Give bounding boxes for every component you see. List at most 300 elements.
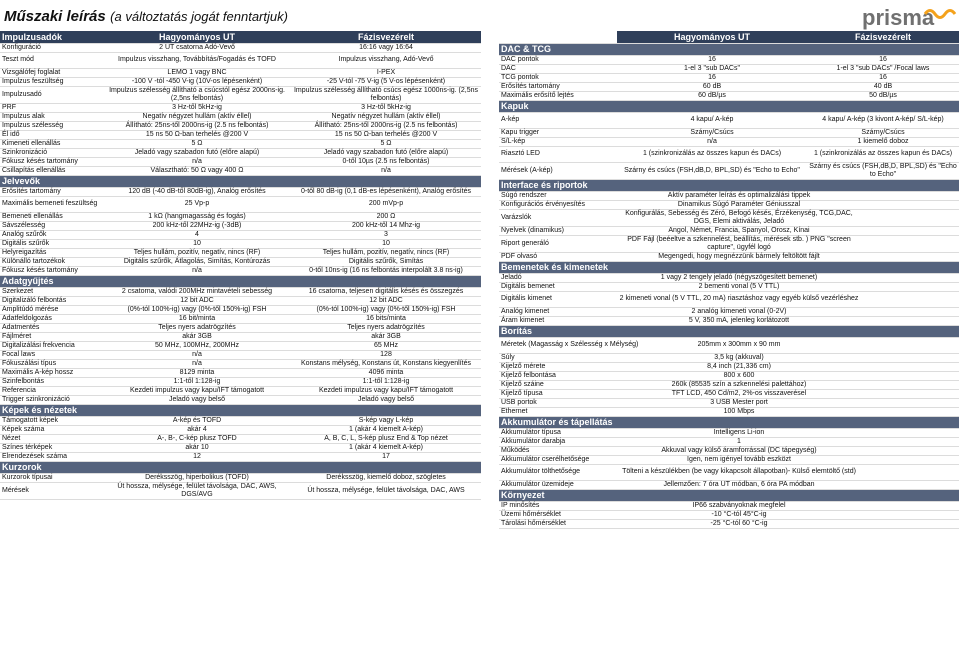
spec-label: Fókuszálási típus xyxy=(0,359,103,368)
spec-row xyxy=(499,64,959,73)
spec-value-phased-array: 200 Ω xyxy=(291,212,481,221)
spec-label: Üzemi hőmérséklet xyxy=(499,510,617,519)
spec-value-phased-array: 1 kiemelő doboz xyxy=(807,137,959,146)
spec-value-phased-array: 3 Hz-től 5kHz-ig xyxy=(291,103,481,112)
spec-row xyxy=(499,464,959,480)
spec-value-conventional: Jeladó vagy szabadon futó (előre alapú) xyxy=(103,148,291,157)
spec-value-phased-array: 16 bits/minta xyxy=(291,314,481,323)
spec-label: Szerkezet xyxy=(0,287,103,296)
spec-label: Varázslók xyxy=(499,209,617,226)
spec-row xyxy=(0,157,481,166)
spec-value-phased-array: 4096 minta xyxy=(291,368,481,377)
spec-value-conventional: 4 xyxy=(103,230,291,239)
section-title: DAC & TCG xyxy=(499,43,959,55)
spec-label: Impulzus szélesség xyxy=(0,121,103,130)
spec-row xyxy=(0,452,481,461)
spec-value-phased-array: 17 xyxy=(291,452,481,461)
spec-row xyxy=(499,407,959,416)
spec-value: 2 kimeneti vonal (5 V TTL, 20 mA) riasztáshoz vagy egyéb külső vezérléshez xyxy=(617,291,959,307)
spec-label: Teszt mód xyxy=(0,52,103,68)
spec-label: Vizsgálófej foglalat xyxy=(0,68,103,77)
spec-row xyxy=(0,359,481,368)
left-spec-table xyxy=(0,31,481,500)
spec-label: Adatmentés xyxy=(0,323,103,332)
spec-label: Fókusz késés tartomány xyxy=(0,266,103,275)
spec-label: IP minősítés xyxy=(499,501,617,510)
spec-value-phased-array: Impulzus szélesség állítható csúcs egész 1000ns-ig. (2,5ns felbontás) xyxy=(291,86,481,103)
spec-label: Elrendezések száma xyxy=(0,452,103,461)
spec-value: 2 analóg kimeneti vonal (0-2V) xyxy=(617,307,959,316)
spec-label: TCG pontok xyxy=(499,73,617,82)
spec-value-conventional: Impulzus visszhang, Továbbítás/Fogadás és TOFD xyxy=(103,52,291,68)
spec-label: Áram kimenet xyxy=(499,316,617,325)
spec-value-phased-array: akár 3GB xyxy=(291,332,481,341)
spec-value-conventional: Állítható: 25ns-től 2000ns-ig (2.5 ns felbontás) xyxy=(103,121,291,130)
spec-value-phased-array: 16 csatorna, teljesen digitális késés és összegzés xyxy=(291,287,481,296)
spec-label: Konfiguráció xyxy=(0,43,103,52)
spec-value-conventional: Szárny és csúcs (FSH,dB,D, BPL,SD) és "Echo to Echo" xyxy=(617,162,807,179)
spec-value-conventional: 25 Vp-p xyxy=(103,196,291,212)
spec-row xyxy=(0,212,481,221)
spec-value-conventional: 60 dB/µs xyxy=(617,91,807,100)
spec-value-phased-array: Állítható: 25ns-től 2000ns-ig (2.5 ns felbontás) xyxy=(291,121,481,130)
spec-label: Mérések xyxy=(0,482,103,499)
spec-row xyxy=(499,455,959,464)
spec-value-conventional: 50 MHz, 100MHz, 200MHz xyxy=(103,341,291,350)
spec-label: Digitális szűrők xyxy=(0,239,103,248)
spec-row xyxy=(499,446,959,455)
spec-row xyxy=(499,337,959,353)
spec-value: 3,5 kg (akkuval) xyxy=(617,353,959,362)
spec-row xyxy=(499,316,959,325)
spec-value-phased-array: 1 (akár 4 kiemelt A-kép) xyxy=(291,443,481,452)
spec-label: Helyreigazítás xyxy=(0,248,103,257)
spec-value-conventional: A-, B-, C-kép plusz TOFD xyxy=(103,434,291,443)
spec-value-phased-array: (0%-tól 100%-ig) vagy (0%-től 150%-ig) FSH xyxy=(291,305,481,314)
spec-row xyxy=(499,82,959,91)
right-col1-header: Hagyományos UT xyxy=(617,31,807,43)
spec-label: Impulzus feszültség xyxy=(0,77,103,86)
spec-value-phased-array: 16:16 vagy 16:64 xyxy=(291,43,481,52)
spec-value-conventional: 1:1-től 1:128-ig xyxy=(103,377,291,386)
spec-row xyxy=(0,266,481,275)
spec-label: PDF olvasó xyxy=(499,252,617,261)
spec-label: Támogatott képek xyxy=(0,416,103,425)
spec-value-conventional: (0%-tól 100%-ig) vagy (0%-től 150%-ig) FSH xyxy=(103,305,291,314)
spec-label: Focal laws xyxy=(0,350,103,359)
spec-row xyxy=(499,191,959,200)
spec-value-phased-array: 200 mVp-p xyxy=(291,196,481,212)
section-header xyxy=(0,175,481,187)
spec-value-conventional: 16 bit/minta xyxy=(103,314,291,323)
spec-row xyxy=(499,146,959,162)
spec-value-phased-array: Konstans mélység, Konstans út, Konstans kiegyenlítés xyxy=(291,359,481,368)
spec-value-conventional: Deréksszög, hiperbolikus (TOFD) xyxy=(103,473,291,482)
section-title: Jelvevők xyxy=(0,175,481,187)
spec-value-conventional: Negatív négyzet hullám (aktív éllel) xyxy=(103,112,291,121)
spec-row xyxy=(499,389,959,398)
spec-value: Angol, Német, Francia, Spanyol, Orosz, Kínai xyxy=(617,226,959,235)
spec-row xyxy=(0,482,481,499)
spec-value-phased-array: Impulzus visszhang, Adó-Vevő xyxy=(291,52,481,68)
spec-label: Amplitúdó mérése xyxy=(0,305,103,314)
spec-row xyxy=(0,68,481,77)
spec-row xyxy=(0,395,481,404)
spec-label: Digitális bemenet xyxy=(499,282,617,291)
spec-label: Akkumulátor üzemideje xyxy=(499,480,617,489)
spec-value-phased-array: 1 (akár 4 kiemelt A-kép) xyxy=(291,425,481,434)
page-subtitle: (a változtatás jogát fenntartjuk) xyxy=(110,9,288,24)
spec-value-phased-array: Digitális szűrők, Simítás xyxy=(291,257,481,266)
spec-value: 800 x 600 xyxy=(617,371,959,380)
spec-label: Különálló tartozékok xyxy=(0,257,103,266)
spec-value-conventional: n/a xyxy=(103,359,291,368)
spec-value: PDF Fájl (beéeltve a szkennelést, beállítás, mérések stb. ) PNG "screen capture", ügyfél logó xyxy=(617,235,959,252)
spec-label: Szinfelbontás xyxy=(0,377,103,386)
section-header xyxy=(0,275,481,287)
spec-label: Működés xyxy=(499,446,617,455)
spec-label: Kapu trigger xyxy=(499,128,617,137)
spec-row xyxy=(0,473,481,482)
spec-value-phased-array: 0-től 10µs (2.5 ns felbontás) xyxy=(291,157,481,166)
section-header xyxy=(499,179,959,191)
spec-value-conventional: 10 xyxy=(103,239,291,248)
spec-label: Jeladó xyxy=(499,273,617,282)
spec-row xyxy=(499,200,959,209)
spec-row xyxy=(0,323,481,332)
right-header-row xyxy=(499,31,959,43)
spec-row xyxy=(499,73,959,82)
spec-value-conventional: 16 xyxy=(617,73,807,82)
spec-value-phased-array: 15 ns 50 Ω-ban terhelés @200 V xyxy=(291,130,481,139)
spec-label: Szinkronizáció xyxy=(0,148,103,157)
spec-row xyxy=(0,86,481,103)
spec-label: Él idő xyxy=(0,130,103,139)
spec-value: 1 xyxy=(617,437,959,446)
section-title: Környezet xyxy=(499,489,959,501)
spec-value-conventional: 3 Hz-től 5kHz-ig xyxy=(103,103,291,112)
spec-row xyxy=(499,55,959,64)
spec-row xyxy=(499,428,959,437)
spec-value-conventional: 4 kapu/ A-kép xyxy=(617,112,807,128)
spec-value-conventional: Szárny/Csúcs xyxy=(617,128,807,137)
spec-value-phased-array: 5 Ω xyxy=(291,139,481,148)
spec-value: Aktív paraméter leírás és optimalizálási tippek xyxy=(617,191,959,200)
spec-label: DAC pontok xyxy=(499,55,617,64)
spec-row xyxy=(0,139,481,148)
spec-row xyxy=(499,91,959,100)
spec-row xyxy=(0,305,481,314)
spec-label: Kijelző száine xyxy=(499,380,617,389)
spec-label: Képek száma xyxy=(0,425,103,434)
spec-label: USB portok xyxy=(499,398,617,407)
left-header-row xyxy=(0,31,481,43)
spec-label: Kijelző felbontása xyxy=(499,371,617,380)
spec-value-conventional: akár 3GB xyxy=(103,332,291,341)
spec-row xyxy=(499,137,959,146)
spec-value-conventional: 15 ns 50 Ω-ban terhelés @200 V xyxy=(103,130,291,139)
spec-label: Trigger szinkronizáció xyxy=(0,395,103,404)
spec-row xyxy=(0,425,481,434)
spec-value-conventional: 12 xyxy=(103,452,291,461)
spec-value: Megengedi, hogy megnézzünk bármely feltöltött fájlt xyxy=(617,252,959,261)
spec-row xyxy=(0,103,481,112)
spec-label: Sávszélesség xyxy=(0,221,103,230)
spec-row xyxy=(499,162,959,179)
spec-row xyxy=(0,368,481,377)
spec-value-conventional: LEMO 1 vagy BNC xyxy=(103,68,291,77)
spec-label: Nézet xyxy=(0,434,103,443)
right-spec-panel xyxy=(499,31,959,529)
spec-value-phased-array: 4 kapu/ A-kép (3 kivont A-kép/ S/L-kép) xyxy=(807,112,959,128)
spec-label: PRF xyxy=(0,103,103,112)
spec-value-phased-array: Negatív négyzet hullám (aktív éllel) xyxy=(291,112,481,121)
spec-value-phased-array: Teljes hullám, pozitív, negatív, nincs (RF) xyxy=(291,248,481,257)
spec-value-conventional: -100 V -tól -450 V-ig (10V-os lépésenként) xyxy=(103,77,291,86)
spec-value-conventional: 2 UT csatorna Adó-Vevő xyxy=(103,43,291,52)
spec-row xyxy=(499,510,959,519)
spec-label: Impulzus alak xyxy=(0,112,103,121)
spec-label: Erősítés tartomány xyxy=(0,187,103,196)
spec-value: Akkuval vagy külső áramforrással (DC tápegység) xyxy=(617,446,959,455)
spec-value: TFT LCD, 450 Cd/m2, 2%-os visszaverésel xyxy=(617,389,959,398)
page-header xyxy=(4,5,288,29)
spec-value-phased-array: 1 (szinkronizálás az összes kapun és DACs) xyxy=(807,146,959,162)
spec-label: Digitális kimenet xyxy=(499,291,617,307)
spec-value-phased-array: 12 bit ADC xyxy=(291,296,481,305)
section-title: Kapuk xyxy=(499,100,959,112)
spec-row xyxy=(0,287,481,296)
spec-value-conventional: Kezdeti impulzus vagy kapu/IFT támogatott xyxy=(103,386,291,395)
spec-row xyxy=(499,437,959,446)
spec-value-phased-array: S-kép vagy L-kép xyxy=(291,416,481,425)
spec-value: Igen, nem igényel tovább eszközt xyxy=(617,455,959,464)
spec-value-phased-array: 0-től 10ns-ig (16 ns felbontás interpolált 3.8 ns-ig) xyxy=(291,266,481,275)
spec-value-conventional: 16 xyxy=(617,55,807,64)
spec-row xyxy=(499,519,959,528)
spec-value-phased-array: 10 xyxy=(291,239,481,248)
spec-value: -10 °C-tól 45°C-ig xyxy=(617,510,959,519)
spec-value-phased-array: 40 dB xyxy=(807,82,959,91)
section-header xyxy=(499,489,959,501)
spec-label: Tárolási hőmérséklet xyxy=(499,519,617,528)
spec-row xyxy=(0,130,481,139)
section-header xyxy=(0,461,481,473)
left-col2-header: Fázisvezérelt xyxy=(291,31,481,43)
spec-value: 5 V, 350 mA, jelenleg korlátozott xyxy=(617,316,959,325)
spec-value-phased-array: Teljes nyers adatrögzítés xyxy=(291,323,481,332)
spec-row xyxy=(0,43,481,52)
spec-label: Méretek (Magasság x Szélesség x Mélység) xyxy=(499,337,617,353)
spec-value-phased-array: I-PEX xyxy=(291,68,481,77)
spec-row xyxy=(499,128,959,137)
spec-value: Intelligens Li-ion xyxy=(617,428,959,437)
spec-label: Nyelvek (dinamikus) xyxy=(499,226,617,235)
spec-value-phased-array: Kezdeti impulzus vagy kapu/IFT támogatott xyxy=(291,386,481,395)
brand-logo xyxy=(862,4,958,32)
spec-value-phased-array: 65 MHz xyxy=(291,341,481,350)
spec-row xyxy=(499,291,959,307)
spec-value: IP66 szabványoknak megfelel xyxy=(617,501,959,510)
spec-value-phased-array: 1-el 3 "sub DACs" /Focal laws xyxy=(807,64,959,73)
spec-row xyxy=(0,332,481,341)
section-header xyxy=(499,416,959,428)
spec-label: Riasztó LED xyxy=(499,146,617,162)
spec-label: Fókusz késés tartomány xyxy=(0,157,103,166)
spec-label: Kimeneti ellenállás xyxy=(0,139,103,148)
spec-value: 100 Mbps xyxy=(617,407,959,416)
spec-label: Kurzorok típusai xyxy=(0,473,103,482)
spec-value-conventional: Választható: 50 Ω vagy 400 Ω xyxy=(103,166,291,175)
spec-row xyxy=(0,296,481,305)
spec-row xyxy=(499,209,959,226)
spec-label: Analóg kimenet xyxy=(499,307,617,316)
spec-label: Riport generáló xyxy=(499,235,617,252)
spec-value: 3 USB Mester port xyxy=(617,398,959,407)
spec-row xyxy=(0,386,481,395)
spec-value-conventional: n/a xyxy=(103,266,291,275)
section-title: Adatgyűjtés xyxy=(0,275,481,287)
right-spec-table xyxy=(499,31,959,529)
spec-value-phased-array: A, B, C, L, S-kép plusz End & Top nézet xyxy=(291,434,481,443)
spec-label: Impulzusadó xyxy=(0,86,103,103)
spec-value-conventional: 200 kHz-től 22MHz-ig (-3dB) xyxy=(103,221,291,230)
spec-row xyxy=(499,362,959,371)
spec-value: 8,4 inch (21,336 cm) xyxy=(617,362,959,371)
spec-label: Adatfeldolgozás xyxy=(0,314,103,323)
spec-row xyxy=(0,434,481,443)
spec-value-conventional: 120 dB (-40 dB-től 80dB-ig), Analóg erősítés xyxy=(103,187,291,196)
spec-value-phased-array: n/a xyxy=(291,166,481,175)
spec-label: Maximális bemeneti feszültség xyxy=(0,196,103,212)
section-header xyxy=(0,404,481,416)
spec-label: Konfigurációs érvényesítés xyxy=(499,200,617,209)
spec-value-phased-array: -25 V-tól -75 V-ig (5 V-os lépésenként) xyxy=(291,77,481,86)
spec-label: Analóg szűrők xyxy=(0,230,103,239)
spec-value: Dinamikus Súgó Paraméter Géniusszal xyxy=(617,200,959,209)
spec-row xyxy=(499,307,959,316)
spec-label: Színes térképek xyxy=(0,443,103,452)
spec-value-conventional: akár 4 xyxy=(103,425,291,434)
spec-row xyxy=(0,52,481,68)
spec-value-phased-array: Deréksszög, kiemelő doboz, szögletes xyxy=(291,473,481,482)
spec-label: Akkumulátor típusa xyxy=(499,428,617,437)
spec-row xyxy=(499,398,959,407)
spec-row xyxy=(0,257,481,266)
spec-value-conventional: n/a xyxy=(617,137,807,146)
left-spec-panel xyxy=(0,31,481,500)
section-title: Impulzusadók xyxy=(0,31,103,43)
spec-row xyxy=(0,350,481,359)
spec-row xyxy=(499,380,959,389)
spec-value-conventional: 60 dB xyxy=(617,82,807,91)
spec-label: Maximális A-kép hossz xyxy=(0,368,103,377)
spec-value-conventional: 2 csatorna, valódi 200MHz mintavételi sebesség xyxy=(103,287,291,296)
spec-value: Jellemzően: 7 óra UT módban, 6 óra PA módban xyxy=(617,480,959,489)
spec-row xyxy=(499,353,959,362)
spec-value-conventional: n/a xyxy=(103,157,291,166)
section-header xyxy=(499,261,959,273)
spec-row xyxy=(0,230,481,239)
spec-row xyxy=(499,273,959,282)
spec-row xyxy=(499,371,959,380)
spec-value-phased-array: Út hossza, mélysége, felület távolsága, DAC, AWS xyxy=(291,482,481,499)
spec-row xyxy=(0,221,481,230)
spec-value-phased-array: Jeladó vagy belső xyxy=(291,395,481,404)
spec-value-phased-array: 128 xyxy=(291,350,481,359)
spec-value-conventional: Teljes nyers adatrögzítés xyxy=(103,323,291,332)
spec-row xyxy=(499,252,959,261)
spec-row xyxy=(0,121,481,130)
section-title: Akkumulátor és tápellátás xyxy=(499,416,959,428)
spec-value-conventional: Teljes hullám, pozitív, negatív, nincs (RF) xyxy=(103,248,291,257)
spec-value-conventional: Jeladó vagy belső xyxy=(103,395,291,404)
spec-row xyxy=(0,187,481,196)
spec-value-phased-array: 16 xyxy=(807,73,959,82)
spec-row xyxy=(0,416,481,425)
spec-label: Maximális erősítő lejtés xyxy=(499,91,617,100)
section-title: Bemenetek és kimenetek xyxy=(499,261,959,273)
spec-value-phased-array: Szárny/Csúcs xyxy=(807,128,959,137)
spec-value: 1 vagy 2 tengely jeladó (négyszögesített bemenet) xyxy=(617,273,959,282)
spec-row xyxy=(499,282,959,291)
brand-wordmark: prisma xyxy=(862,5,935,30)
spec-label: Erősítés tartomány xyxy=(499,82,617,91)
spec-row xyxy=(499,480,959,489)
spec-row xyxy=(0,341,481,350)
section-title: Interface és riportok xyxy=(499,179,959,191)
spec-value: 2 bementi vonal (5 V TTL) xyxy=(617,282,959,291)
spec-value-conventional: 12 bit ADC xyxy=(103,296,291,305)
spec-label: Fájlméret xyxy=(0,332,103,341)
spec-row xyxy=(0,314,481,323)
spec-value-phased-array: 50 dB/µs xyxy=(807,91,959,100)
spec-value-phased-array: 0-től 80 dB-ig (0,1 dB-es lépésenként), Analóg erősítés xyxy=(291,187,481,196)
spec-label: Referencia xyxy=(0,386,103,395)
section-title: Borítás xyxy=(499,325,959,337)
spec-row xyxy=(0,248,481,257)
spec-label: Súly xyxy=(499,353,617,362)
spec-label: A-kép xyxy=(499,112,617,128)
section-header xyxy=(499,325,959,337)
spec-label: Akkumulátor tölthetősége xyxy=(499,464,617,480)
spec-value: 260k (85535 szín a szkennelési palettához) xyxy=(617,380,959,389)
spec-row xyxy=(499,226,959,235)
section-header xyxy=(499,43,959,55)
spec-label: Digitalizálási frekvencia xyxy=(0,341,103,350)
spec-value: Tölteni a készülékben (be vagy kikapcsolt állapotban)- Külső elemtöltő (std) xyxy=(617,464,959,480)
spec-value-phased-array: Szárny és csúcs (FSH,dB,D, BPL,SD) és "Echo to Echo" xyxy=(807,162,959,179)
spec-row xyxy=(0,112,481,121)
spec-row xyxy=(0,77,481,86)
spec-value-phased-array: 16 xyxy=(807,55,959,64)
spec-label: Kijelző mérete xyxy=(499,362,617,371)
spec-value-conventional: n/a xyxy=(103,350,291,359)
spec-value-phased-array: 3 xyxy=(291,230,481,239)
spec-label: DAC xyxy=(499,64,617,73)
spec-row xyxy=(0,377,481,386)
spec-row xyxy=(499,501,959,510)
spec-value-conventional: A-kép és TOFD xyxy=(103,416,291,425)
spec-value: 205mm x 300mm x 90 mm xyxy=(617,337,959,353)
spec-label: Akkumulátor darabja xyxy=(499,437,617,446)
spec-row xyxy=(0,196,481,212)
spec-label: S/L-kép xyxy=(499,137,617,146)
spec-row xyxy=(499,112,959,128)
spec-value-conventional: 8129 minta xyxy=(103,368,291,377)
spec-row xyxy=(0,239,481,248)
right-col2-header: Fázisvezérelt xyxy=(807,31,959,43)
